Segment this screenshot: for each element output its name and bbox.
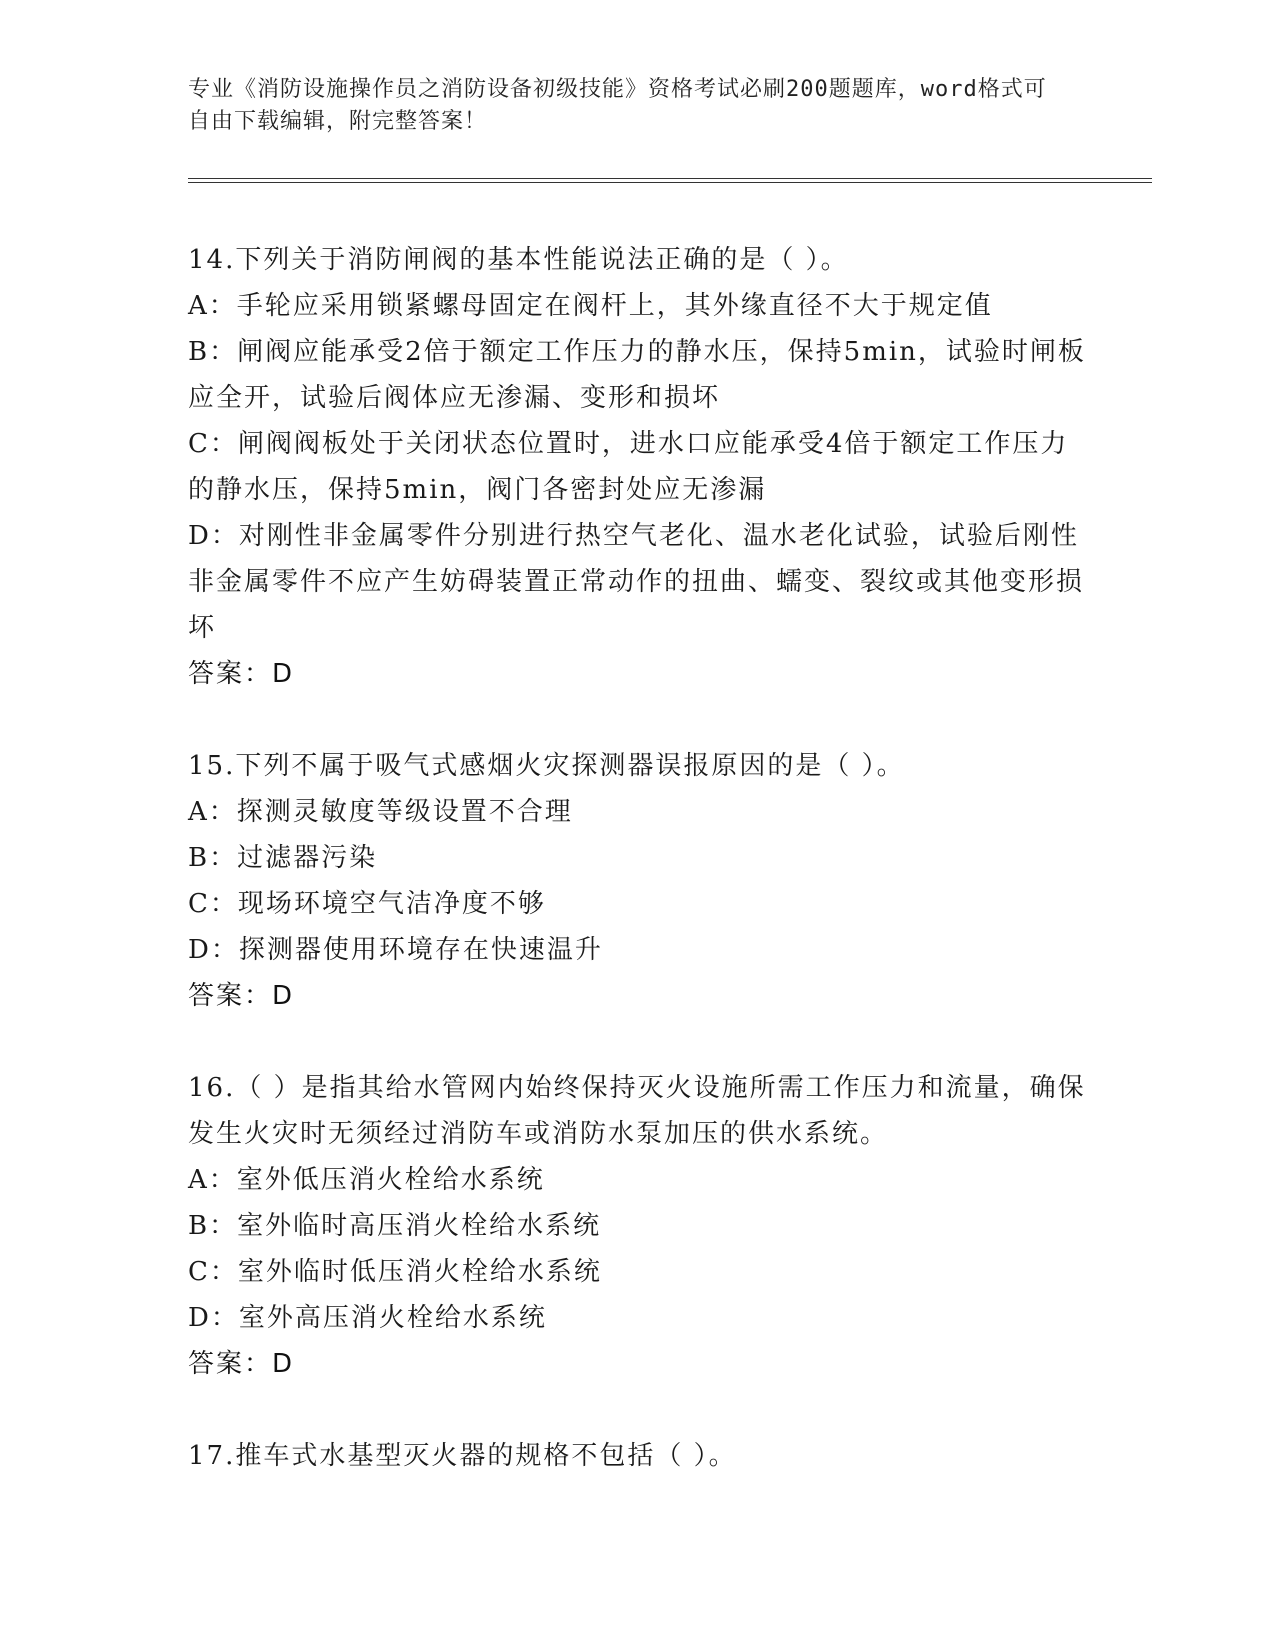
header-rule-bottom	[188, 182, 1152, 183]
document-header: 专业《消防设施操作员之消防设备初级技能》资格考试必刷200题题库，word格式可自由下载编辑，附完整答案！	[188, 77, 1047, 134]
question-stem: 16.（ ）是指其给水管网内始终保持灭火设施所需工作压力和流量，确保发生火灾时无须经过消防车或消防水泵加压的供水系统。	[188, 1073, 1086, 1149]
header-rule-top	[188, 178, 1152, 179]
question-stem: 15.下列不属于吸气式感烟火灾探测器误报原因的是（ ）。	[188, 751, 905, 781]
question-stem: 14.下列关于消防闸阀的基本性能说法正确的是（ ）。	[188, 245, 849, 275]
question-list	[188, 237, 1088, 1525]
option-d: D：对刚性非金属零件分别进行热空气老化、温水老化试验，试验后刚性非金属零件不应产生妨碍装置正常动作的扭曲、蠕变、裂纹或其他变形损坏	[188, 521, 1085, 643]
answer-label: 答案：D	[188, 1349, 295, 1379]
option-a: A：探测灵敏度等级设置不合理	[188, 797, 573, 827]
question-14	[188, 237, 1088, 697]
option-b: B：过滤器污染	[188, 843, 378, 873]
answer-label: 答案：D	[188, 981, 295, 1011]
option-c: C：闸阀阀板处于关闭状态位置时，进水口应能承受4倍于额定工作压力的静水压，保持5min，阀门各密封处应无渗漏	[188, 429, 1069, 505]
option-d: D：室外高压消火栓给水系统	[188, 1303, 547, 1333]
question-17	[188, 1433, 1088, 1479]
option-d: D：探测器使用环境存在快速温升	[188, 935, 603, 965]
answer-label: 答案：D	[188, 659, 295, 689]
option-b: B：室外临时高压消火栓给水系统	[188, 1211, 602, 1241]
option-c: C：现场环境空气洁净度不够	[188, 889, 546, 919]
option-c: C：室外临时低压消火栓给水系统	[188, 1257, 602, 1287]
question-stem: 17.推车式水基型灭火器的规格不包括（ ）。	[188, 1441, 737, 1471]
option-b: B：闸阀应能承受2倍于额定工作压力的静水压，保持5min，试验时闸板应全开，试验后阀体应无渗漏、变形和损坏	[188, 337, 1086, 413]
question-15	[188, 743, 1088, 1019]
option-a: A：室外低压消火栓给水系统	[188, 1165, 545, 1195]
question-16	[188, 1065, 1088, 1387]
option-a: A：手轮应采用锁紧螺母固定在阀杆上，其外缘直径不大于规定值	[188, 291, 993, 321]
